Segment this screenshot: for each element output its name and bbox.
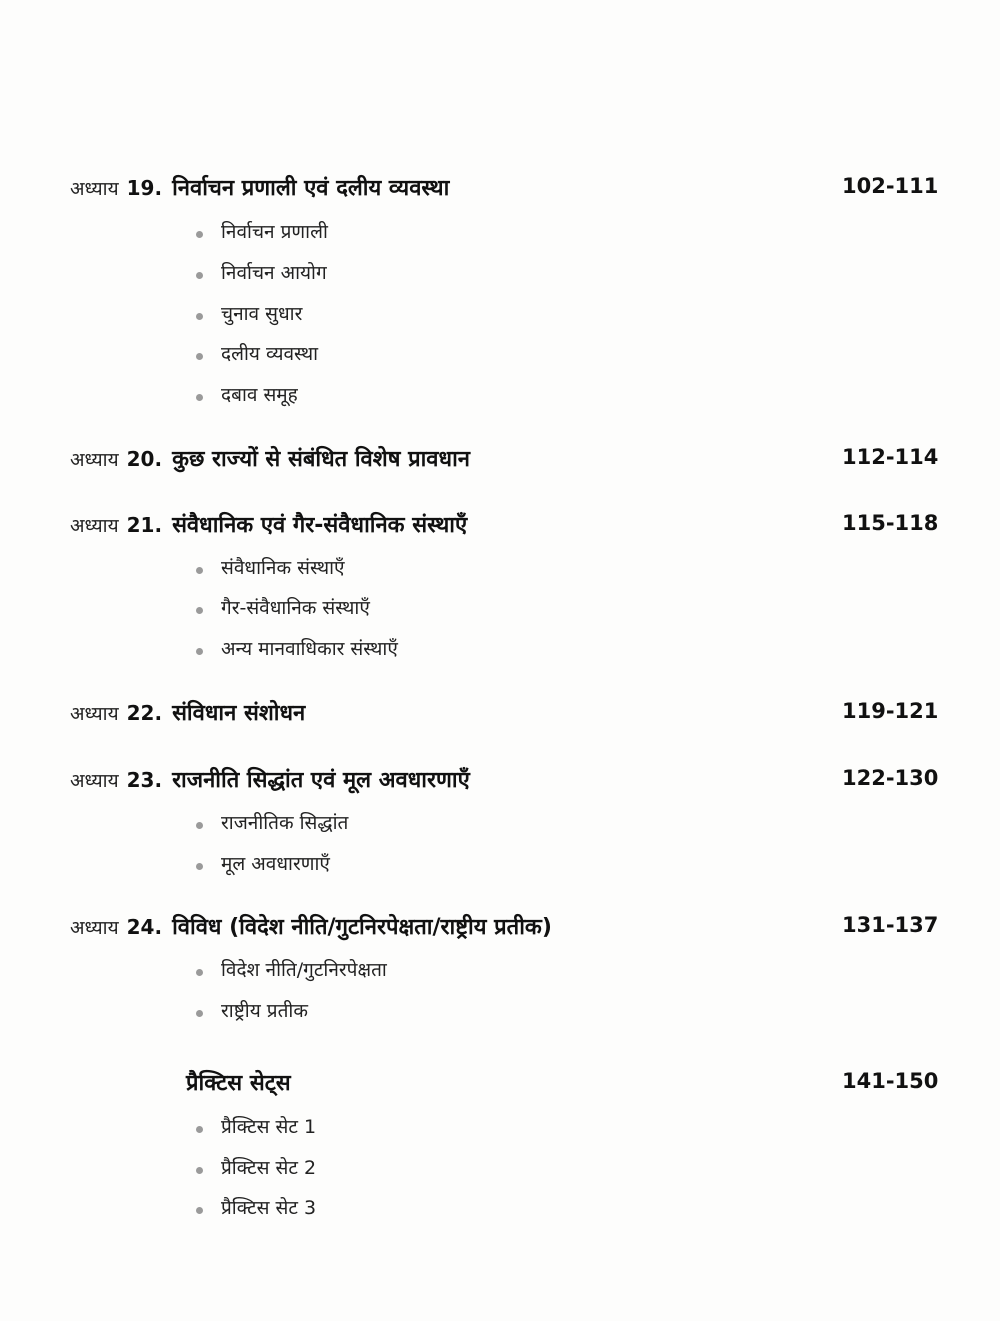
practice-pages: 141-150 xyxy=(842,1069,939,1093)
chapter-pages: 122-130 xyxy=(842,766,939,790)
bullet-icon xyxy=(196,353,203,360)
chapter-prefix: अध्याय xyxy=(70,917,119,939)
list-item xyxy=(0,259,700,299)
chapter-number: 21. xyxy=(126,513,163,537)
chapter-heading xyxy=(70,764,470,794)
list-item-label: दबाव समूह xyxy=(221,384,298,406)
bullet-icon xyxy=(196,863,203,870)
list-item-label: विदेश नीति/गुटनिरपेक्षता xyxy=(221,959,387,981)
list-item xyxy=(0,850,700,890)
practice-heading xyxy=(70,1067,291,1097)
bullet-icon xyxy=(196,607,203,614)
list-item xyxy=(0,1194,700,1234)
chapter-title: संवैधानिक एवं गैर-संवैधानिक संस्थाएँ xyxy=(172,513,468,538)
list-item xyxy=(0,554,700,594)
chapter-number: 20. xyxy=(126,447,163,471)
chapter-heading xyxy=(70,697,305,727)
bullet-icon xyxy=(196,272,203,279)
chapter-prefix: अध्याय xyxy=(70,770,119,792)
list-item-label: निर्वाचन आयोग xyxy=(221,262,327,284)
chapter-title: विविध (विदेश नीति/गुटनिरपेक्षता/राष्ट्रीय प्रतीक) xyxy=(172,915,552,940)
chapter-title: राजनीति सिद्धांत एवं मूल अवधारणाएँ xyxy=(172,768,470,793)
list-item-label: मूल अवधारणाएँ xyxy=(221,853,330,875)
chapter-number: 22. xyxy=(126,701,163,725)
chapter-heading xyxy=(70,509,467,539)
list-item-label: दलीय व्यवस्था xyxy=(221,343,319,365)
list-item xyxy=(0,956,700,996)
bullet-icon xyxy=(196,231,203,238)
chapter-title: संविधान संशोधन xyxy=(172,701,306,726)
chapter-number: 24. xyxy=(126,915,163,939)
chapter-prefix: अध्याय xyxy=(70,703,119,725)
list-item-label: प्रैक्टिस सेट 3 xyxy=(221,1197,317,1219)
chapter-pages: 115-118 xyxy=(842,511,939,535)
chapter-number: 19. xyxy=(126,176,163,200)
list-item xyxy=(0,300,700,340)
bullet-icon xyxy=(196,1207,203,1214)
bullet-icon xyxy=(196,394,203,401)
chapter-heading xyxy=(70,911,552,941)
chapter-pages: 119-121 xyxy=(842,699,939,723)
chapter-heading xyxy=(70,443,470,473)
list-item-label: प्रैक्टिस सेट 1 xyxy=(221,1116,317,1138)
bullet-icon xyxy=(196,1167,203,1174)
chapter-prefix: अध्याय xyxy=(70,178,119,200)
list-item xyxy=(0,340,700,380)
list-item xyxy=(0,1113,700,1153)
list-item xyxy=(0,218,700,258)
list-item-label: संवैधानिक संस्थाएँ xyxy=(221,557,345,579)
chapter-prefix: अध्याय xyxy=(70,449,119,471)
list-item xyxy=(0,635,700,675)
bullet-icon xyxy=(196,822,203,829)
chapter-number: 23. xyxy=(126,768,163,792)
list-item-label: अन्य मानवाधिकार संस्थाएँ xyxy=(221,638,398,660)
chapter-pages: 131-137 xyxy=(842,913,939,937)
chapter-heading xyxy=(70,172,449,202)
list-item xyxy=(0,809,700,849)
bullet-icon xyxy=(196,567,203,574)
list-item xyxy=(0,1154,700,1194)
bullet-icon xyxy=(196,648,203,655)
bullet-icon xyxy=(196,1010,203,1017)
list-item-label: निर्वाचन प्रणाली xyxy=(221,221,328,243)
bullet-icon xyxy=(196,313,203,320)
bullet-icon xyxy=(196,1126,203,1133)
chapter-title: निर्वाचन प्रणाली एवं दलीय व्यवस्था xyxy=(172,176,450,201)
chapter-pages: 112-114 xyxy=(842,445,939,469)
chapter-pages: 102-111 xyxy=(842,174,939,198)
list-item-label: गैर-संवैधानिक संस्थाएँ xyxy=(221,597,370,619)
list-item-label: प्रैक्टिस सेट 2 xyxy=(221,1157,317,1179)
chapter-prefix: अध्याय xyxy=(70,515,119,537)
list-item xyxy=(0,381,700,421)
list-item-label: राष्ट्रीय प्रतीक xyxy=(221,1000,308,1022)
list-item xyxy=(0,594,700,634)
chapter-title: कुछ राज्यों से संबंधित विशेष प्रावधान xyxy=(172,447,470,472)
list-item-label: चुनाव सुधार xyxy=(221,303,303,325)
list-item-label: राजनीतिक सिद्धांत xyxy=(221,812,349,834)
practice-title: प्रैक्टिस सेट्स xyxy=(186,1071,291,1096)
list-item xyxy=(0,997,700,1037)
bullet-icon xyxy=(196,969,203,976)
